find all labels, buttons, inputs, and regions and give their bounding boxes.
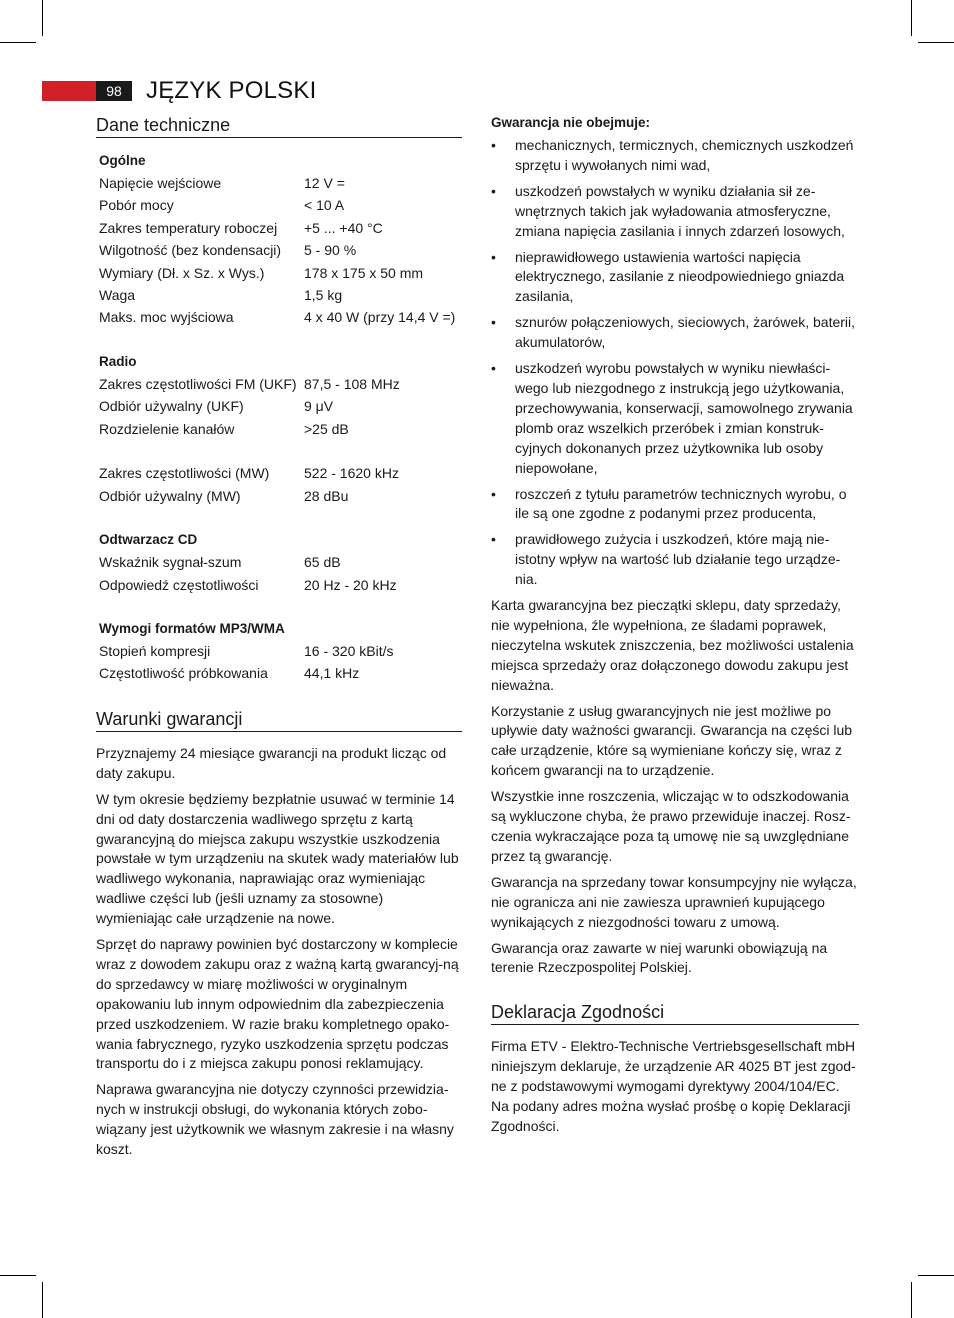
bullet-icon: • xyxy=(491,531,496,548)
page-title: JĘZYK POLSKI xyxy=(146,77,317,104)
spec-row xyxy=(99,418,462,440)
exclusion-text: mechanicznych, termicznych, chemicznych uszkodzeń sprzętu i wywołanych nimi wad, xyxy=(515,137,854,173)
spec-row xyxy=(99,194,462,216)
spec-row xyxy=(99,239,462,261)
warranty-heading: Warunki gwarancji xyxy=(96,707,462,732)
warranty-paragraph: Przyznajemy 24 miesiące gwarancji na produkt licząc od daty zakupu. xyxy=(96,744,447,781)
spec-group-title: Wymogi formatów MP3/WMA xyxy=(99,621,285,637)
spec-group xyxy=(99,351,462,507)
spec-label: Rozdzielenie kanałów xyxy=(99,420,235,437)
spec-label: Odbiór używalny (MW) xyxy=(99,487,241,504)
exclusions-list xyxy=(491,136,859,590)
spec-value: 28 dBu xyxy=(304,487,349,504)
spec-label: Maks. moc wyjściowa xyxy=(99,309,234,326)
spec-value: 44,1 kHz xyxy=(304,665,360,682)
spec-value: 16 - 320 kBit/s xyxy=(304,643,394,660)
spec-row xyxy=(99,217,462,239)
bullet-icon: • xyxy=(491,248,496,265)
spec-value xyxy=(304,440,462,462)
exclusion-text: uszkodzeń wyrobu powstałych w wyniku niewłaści-wego lub niezgodnego z instrukcją jego użytkowania, przechowywania, konserwacji, samowolnego zrywania plomb oraz wszelkich przeróbek i zmian konstruk-cyjnych dokonanych przez użytkownika lub osoby niepowołane, xyxy=(515,360,853,476)
spec-group-title: Radio xyxy=(99,353,137,369)
spec-value: +5 ... +40 °C xyxy=(304,219,383,236)
right-column xyxy=(491,113,859,1143)
spec-row xyxy=(99,172,462,194)
spec-label xyxy=(99,440,304,462)
exclusion-item xyxy=(491,485,859,525)
spec-row xyxy=(99,574,462,596)
crop-mark xyxy=(0,42,36,43)
spec-label: Napięcie wejściowe xyxy=(99,175,222,191)
warranty-paragraph: W tym okresie będziemy bezpłatnie usuwać w terminie 14 dni od daty dostarczenia wadliwego sprzętu z kartą gwarancyjną do miejsca zakupu wszystkie uszkodzenia powstałe w tym urządzeniu na skutek wady materiałów lub wadliwego wykonania, naprawiając oraz wymieniając wadliwe części lub (jeśli uznamy za stosowne) wymieniając całe urządzenie na nowe. xyxy=(96,790,459,927)
crop-mark xyxy=(42,1282,43,1318)
spec-row xyxy=(99,440,462,462)
spec-row xyxy=(99,462,462,484)
spec-label: Częstotliwość próbkowania xyxy=(99,665,268,682)
spec-group-title: Ogólne xyxy=(99,153,146,168)
spec-table xyxy=(99,150,462,685)
crop-mark xyxy=(918,1275,954,1276)
spec-label: Zakres częstotliwości FM (UKF) xyxy=(99,375,297,392)
spec-value: 12 V = xyxy=(304,175,345,191)
exclusion-text: prawidłowego zużycia i uszkodzeń, które mają nie-istotny wpływ na wartość lub działanie tego urządze-nia. xyxy=(515,531,841,588)
warranty-paragraph: Naprawa gwarancyjna nie dotyczy czynności przewidzia-nych w instrukcji obsługi, do wykonania których zobo-wiązany jest użytkownik we własnym zakresie i na własny koszt. xyxy=(96,1081,454,1158)
spec-row xyxy=(99,662,462,684)
spec-label: Wskaźnik sygnał-szum xyxy=(99,554,242,571)
exclusion-item xyxy=(491,248,859,308)
header-accent-bar xyxy=(42,81,96,101)
exclusion-text: sznurów połączeniowych, sieciowych, żarówek, baterii, akumulatorów, xyxy=(515,314,856,351)
exclusion-item xyxy=(491,182,859,242)
spec-label: Zakres częstotliwości (MW) xyxy=(99,465,270,482)
page-number: 98 xyxy=(96,81,132,101)
spec-row xyxy=(99,262,462,284)
spec-row xyxy=(99,284,462,306)
spec-label: Odbiór używalny (UKF) xyxy=(99,398,244,415)
exclusion-text: nieprawidłowego ustawienia wartości napięcia elektrycznego, zasilanie z nieodpowiedniego gniazda zasilania, xyxy=(515,248,845,305)
bullet-icon: • xyxy=(491,360,496,377)
spec-label: Zakres temperatury roboczej xyxy=(99,219,278,236)
warranty-paragraph: Karta gwarancyjna bez pieczątki sklepu, daty sprzedaży, nie wypełniona, źle wypełniona, ze śladami poprawek, nieczytelna wskutek zniszczenia, bez możliwości ustalenia miejsca sprzedaży oraz dołączonego dowodu zakupu jest nieważna. xyxy=(491,597,854,693)
bullet-icon: • xyxy=(491,137,496,153)
warranty-text xyxy=(96,744,462,1160)
warranty-paragraph: Sprzęt do naprawy powinien być dostarczony w komplecie wraz z dowodem zakupu oraz z ważną kartą gwarancyj-ną do sprzedawcy w miarę możliwości w oryginalnym opakowaniu lub innym odpowiednim dla zabezpieczenia przed uszkodzeniem. W razie braku kompletnego opako-wania fabrycznego, ryzyko uszkodzenia sprzętu podczas transportu do i z miejsca zakupu ponosi reklamujący. xyxy=(96,936,459,1072)
warranty-paragraph: Gwarancja na sprzedany towar konsumpcyjny nie wyłącza, nie ogranicza ani nie zawiesza uprawnień kupującego wynikających z niezgodności towaru z umową. xyxy=(491,873,857,930)
spec-value: < 10 A xyxy=(304,197,345,214)
crop-mark xyxy=(0,1275,36,1276)
spec-group xyxy=(99,150,462,329)
spec-row xyxy=(99,306,462,328)
warranty-paragraph: Korzystanie z usług gwarancyjnych nie jest możliwe po upływie daty ważności gwarancji. Gwarancja na części lub całe urządzenie, które są wymieniane kończy się, wraz z końcem gwarancji na to urządzenie. xyxy=(491,702,853,779)
crop-mark xyxy=(42,0,43,36)
exclusions-title: Gwarancja nie obejmuje: xyxy=(491,115,651,130)
spec-row xyxy=(99,395,462,417)
exclusion-item xyxy=(491,359,859,478)
spec-row xyxy=(99,640,462,662)
spec-group xyxy=(99,618,462,685)
spec-value: 1,5 kg xyxy=(304,287,343,304)
conformity-heading: Deklaracja Zgodności xyxy=(491,1000,859,1025)
specs-heading: Dane techniczne xyxy=(96,113,462,138)
spec-value: 65 dB xyxy=(304,554,341,571)
exclusion-item xyxy=(491,530,859,590)
spec-value: 5 - 90 % xyxy=(304,242,357,259)
spec-label: Stopień kompresji xyxy=(99,643,211,660)
spec-label: Odpowiedź częstotliwości xyxy=(99,576,259,593)
crop-mark xyxy=(918,42,954,43)
crop-mark xyxy=(911,0,912,36)
warranty-more-text xyxy=(491,596,859,978)
spec-label: Pobór mocy xyxy=(99,197,174,214)
warranty-paragraph: Gwarancja oraz zawarte w niej warunki obowiązują na terenie Rzeczpospolitej Polskiej. xyxy=(491,939,828,976)
spec-label: Wilgotność (bez kondensacji) xyxy=(99,242,282,259)
spec-group-title: Odtwarzacz CD xyxy=(99,532,198,548)
conformity-text: Firma ETV - Elektro-Technische Vertriebsgesellschaft mbH niniejszym deklaruje, że urządzenie AR 4025 BT jest zgod-ne z podstawowymi wymogami dyrektywy 2004/104/EC. Na podany adres można wysłać prośbę o kopię Deklaracji Zgodności. xyxy=(491,1038,856,1134)
spec-group xyxy=(99,529,462,596)
spec-row xyxy=(99,373,462,395)
crop-mark xyxy=(911,1282,912,1318)
bullet-icon: • xyxy=(491,314,496,331)
spec-row xyxy=(99,551,462,573)
spec-value: 9 μV xyxy=(304,398,334,415)
bullet-icon: • xyxy=(491,182,496,199)
spec-value: 20 Hz - 20 kHz xyxy=(304,576,397,593)
spec-label: Waga xyxy=(99,287,136,304)
spec-row xyxy=(99,485,462,507)
spec-value: >25 dB xyxy=(304,420,349,437)
left-column xyxy=(96,113,462,1166)
bullet-icon: • xyxy=(491,485,496,502)
spec-value: 4 x 40 W (przy 14,4 V =) xyxy=(304,309,456,326)
spec-value: 178 x 175 x 50 mm xyxy=(304,264,424,281)
exclusion-text: roszczeń z tytułu parametrów technicznych wyrobu, o ile są one zgodne z podanymi przez producenta, xyxy=(515,485,847,522)
exclusion-text: uszkodzeń powstałych w wyniku działania sił ze-wnętrznych takich jak wyładowania atmosferyczne, zmiana napięcia zasilania i innych zdarzeń losowych, xyxy=(515,182,845,239)
spec-label: Wymiary (Dł. x Sz. x Wys.) xyxy=(99,264,265,281)
warranty-paragraph: Wszystkie inne roszczenia, wliczając w to odszkodowania są wykluczone chyba, że prawo przewiduje inaczej. Rosz-czenia wykraczające poza tą umowę nie są uwzględniane przez tą gwarancję. xyxy=(491,788,851,864)
spec-value: 87,5 - 108 MHz xyxy=(304,375,400,392)
exclusion-item xyxy=(491,136,859,176)
exclusion-item xyxy=(491,313,859,353)
spec-value: 522 - 1620 kHz xyxy=(304,465,399,482)
